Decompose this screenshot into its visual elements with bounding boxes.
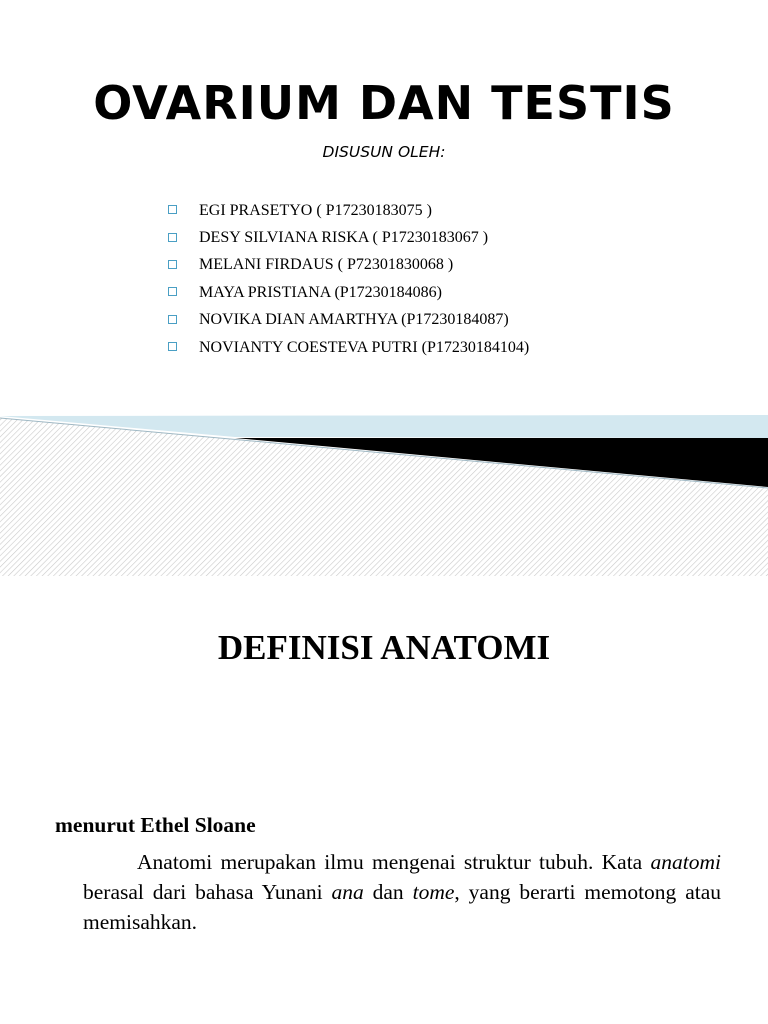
author-item [168, 307, 529, 334]
paragraph-text: berasal dari bahasa Yunani [83, 880, 332, 904]
slide-definition [0, 576, 768, 1024]
paragraph-text: dan [363, 880, 413, 904]
decorative-swoosh [0, 380, 768, 576]
term-anatomi: anatomi [650, 850, 721, 874]
presentation-title: OVARIUM DAN TESTIS [93, 76, 675, 130]
source-label: menurut Ethel Sloane [55, 813, 256, 837]
square-bullet-icon [168, 342, 177, 351]
author-list [168, 197, 529, 361]
authors-heading: DISUSUN OLEH: [322, 143, 446, 161]
author-name: NOVIANTY COESTEVA PUTRI (P17230184104) [199, 338, 530, 356]
author-name: MELANI FIRDAUS ( P72301830068 ) [199, 256, 454, 274]
author-item [168, 224, 529, 251]
author-name: MAYA PRISTIANA (P17230184086) [199, 283, 442, 301]
author-name: DESY SILVIANA RISKA ( P17230183067 ) [199, 229, 489, 247]
paragraph-text: , yang berarti memotong atau memisahkan. [83, 880, 722, 934]
square-bullet-icon [168, 315, 177, 324]
square-bullet-icon [168, 205, 177, 214]
author-name: EGI PRASETYO ( P17230183075 ) [199, 201, 432, 219]
author-item [168, 197, 529, 224]
definition-paragraph [83, 847, 721, 937]
section-title: DEFINISI ANATOMI [217, 628, 551, 667]
author-name: NOVIKA DIAN AMARTHYA (P17230184087) [199, 311, 509, 329]
author-item [168, 334, 529, 361]
square-bullet-icon [168, 287, 177, 296]
term-tome: tome [412, 880, 455, 904]
term-ana: ana [331, 880, 364, 904]
square-bullet-icon [168, 233, 177, 242]
square-bullet-icon [168, 260, 177, 269]
paragraph-text: Anatomi merupakan ilmu mengenai struktur tubuh. Kata [137, 850, 651, 874]
author-item [168, 252, 529, 279]
author-item [168, 279, 529, 306]
